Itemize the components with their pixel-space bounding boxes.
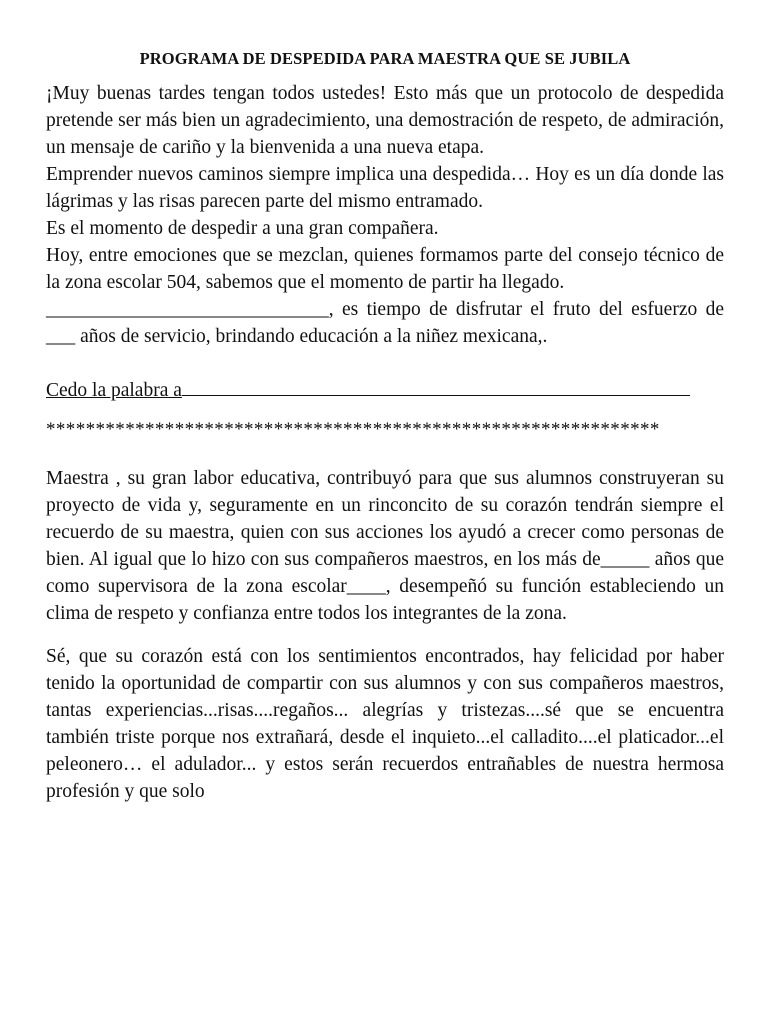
document-page — [46, 44, 724, 805]
intro-paragraph-greeting: ¡Muy buenas tardes tengan todos ustedes! Esto más que un protocolo de despedida pretende ser más bien un agradecimiento, una demostración de respeto, de admiración, un mensaje de cariño y la bienvenida a una nueva etapa. — [46, 83, 724, 158]
intro-paragraph-new-paths: Emprender nuevos caminos siempre implica una despedida… Hoy es un día donde las lágrimas y las risas parecen parte del mismo entramado. — [46, 164, 724, 212]
speaker-name-blank — [182, 379, 690, 396]
cedo-la-palabra-line — [46, 377, 724, 404]
intro-paragraph-council: Hoy, entre emociones que se mezclan, quienes formamos parte del consejo técnico de la zona escolar 504, sabemos que el momento de partir ha llegado. — [46, 245, 724, 293]
intro-paragraph-years-of-service: _____________________________, es tiempo de disfrutar el fruto del esfuerzo de ___ años de servicio, brindando educación a la niñez mexicana,. — [46, 299, 724, 347]
spacer — [46, 350, 724, 377]
cedo-la-palabra-label: Cedo la palabra a — [46, 380, 182, 401]
body-paragraph-feelings: Sé, que su corazón está con los sentimientos encontrados, hay felicidad por haber tenido la oportunidad de compartir con sus alumnos y con sus compañeros maestros, tantas experiencias...risas....regaños... alegrías y tristezas....sé que se encuentra también triste porque nos extrañará, desde el inquieto...el calladito....el platicador...el peleonero… el adulador... y estos serán recuerdos entrañables de nuestra hermosa profesión y que solo — [46, 646, 724, 802]
intro-paragraph-farewell: Es el momento de despedir a una gran compañera. — [46, 218, 439, 239]
document-title: PROGRAMA DE DESPEDIDA PARA MAESTRA QUE SE JUBILA — [139, 49, 631, 68]
asterisk-separator: ************************************************************** — [46, 419, 660, 440]
body-paragraph-educational-work: Maestra , su gran labor educativa, contribuyó para que sus alumnos construyeran su proyecto de vida y, seguramente en un rinconcito de su corazón tendrán siempre el recuerdo de su maestra, quien con sus acciones los ayudó a crecer como personas de bien. Al igual que lo hizo con sus compañeros maestros, en los más de_____ años que como supervisora de la zona escolar____, desempeñó su función estableciendo un clima de respeto y confianza entre todos los integrantes de la zona. — [46, 468, 724, 624]
